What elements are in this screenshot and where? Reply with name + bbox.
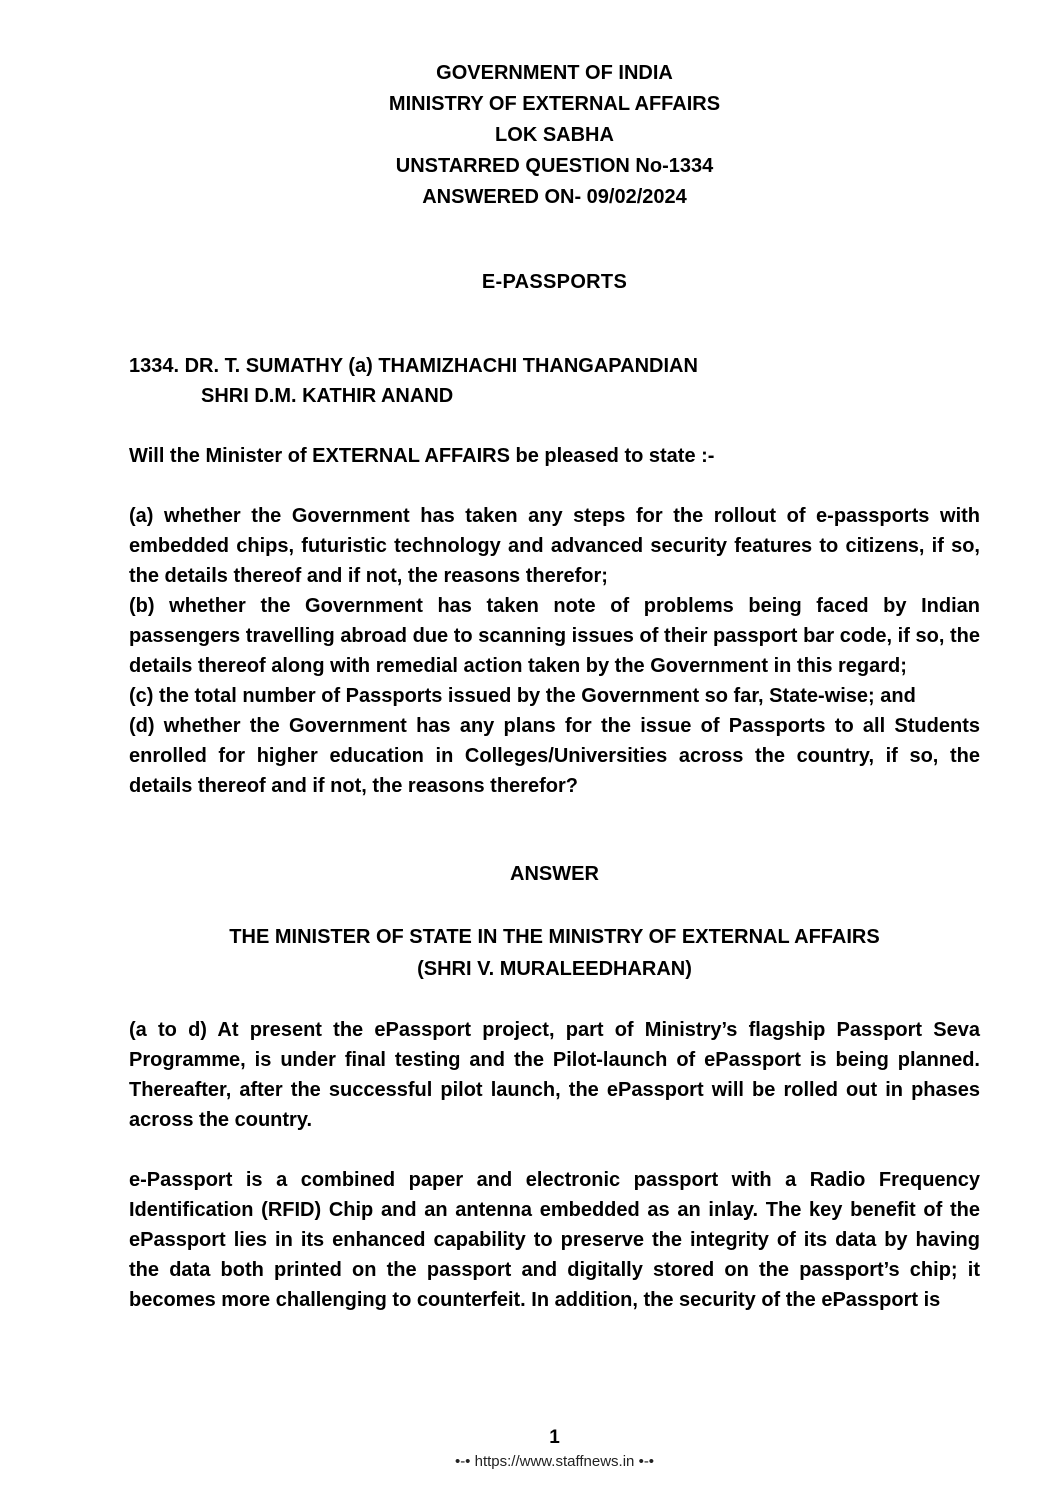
page-title: E-PASSPORTS — [481, 271, 628, 293]
document-header — [129, 58, 980, 213]
minister-title-line: THE MINISTER OF STATE IN THE MINISTRY OF EXTERNAL AFFAIRS — [229, 926, 880, 948]
header-line-ministry: MINISTRY OF EXTERNAL AFFAIRS — [388, 93, 721, 115]
asker-line-1: 1334. DR. T. SUMATHY (a) THAMIZHACHI THANGAPANDIAN — [129, 355, 698, 377]
answer-heading: ANSWER — [510, 863, 599, 885]
question-intro: Will the Minister of EXTERNAL AFFAIRS be pleased to state :- — [129, 445, 715, 467]
page-number: 1 — [549, 1427, 560, 1448]
question-item-a: (a) whether the Government has taken any steps for the rollout of e-passports with embedded chips, futuristic technology and advanced security features to citizens, if so, the details thereof and if not, the reasons therefor; — [129, 505, 980, 587]
document-footer — [129, 1425, 980, 1473]
asker-line-2: SHRI D.M. KATHIR ANAND — [201, 385, 454, 407]
header-line-answered-on: ANSWERED ON- 09/02/2024 — [422, 186, 687, 208]
question-items — [129, 501, 980, 801]
minister-name-line: (SHRI V. MURALEEDHARAN) — [417, 958, 692, 980]
question-item-c: (c) the total number of Passports issued by the Government so far, State-wise; and — [129, 685, 916, 707]
source-url-link[interactable]: •-• https://www.staffnews.in •-• — [454, 1453, 655, 1470]
header-line-government: GOVERNMENT OF INDIA — [436, 62, 673, 84]
minister-heading — [129, 921, 980, 985]
header-line-house: LOK SABHA — [495, 124, 614, 146]
header-line-question-number: UNSTARRED QUESTION No-1334 — [395, 155, 714, 177]
question-item-d: (d) whether the Government has any plans for the issue of Passports to all Students enrolled for higher education in Colleges/Universities across the country, if so, the details thereof and if not, the reasons therefor? — [129, 715, 980, 797]
answer-paragraph-1: (a to d) At present the ePassport project, part of Ministry’s flagship Passport Seva Programme, is under final testing and the Pilot-launch of ePassport is being planned. Thereafter, after the successful pilot launch, the ePassport will be rolled out in phases across the country. — [129, 1019, 980, 1131]
question-askers — [129, 351, 980, 411]
answer-paragraph-2: e-Passport is a combined paper and electronic passport with a Radio Frequency Identification (RFID) Chip and an antenna embedded as an inlay. The key benefit of the ePassport lies in its enhanced capability to preserve the integrity of its data by having the data both printed on the passport and digitally stored on the passport’s chip; it becomes more challenging to counterfeit. In addition, the security of the ePassport is — [129, 1169, 980, 1311]
question-item-b: (b) whether the Government has taken note of problems being faced by Indian passengers travelling abroad due to scanning issues of their passport bar code, if so, the details thereof along with remedial action taken by the Government in this regard; — [129, 595, 980, 677]
